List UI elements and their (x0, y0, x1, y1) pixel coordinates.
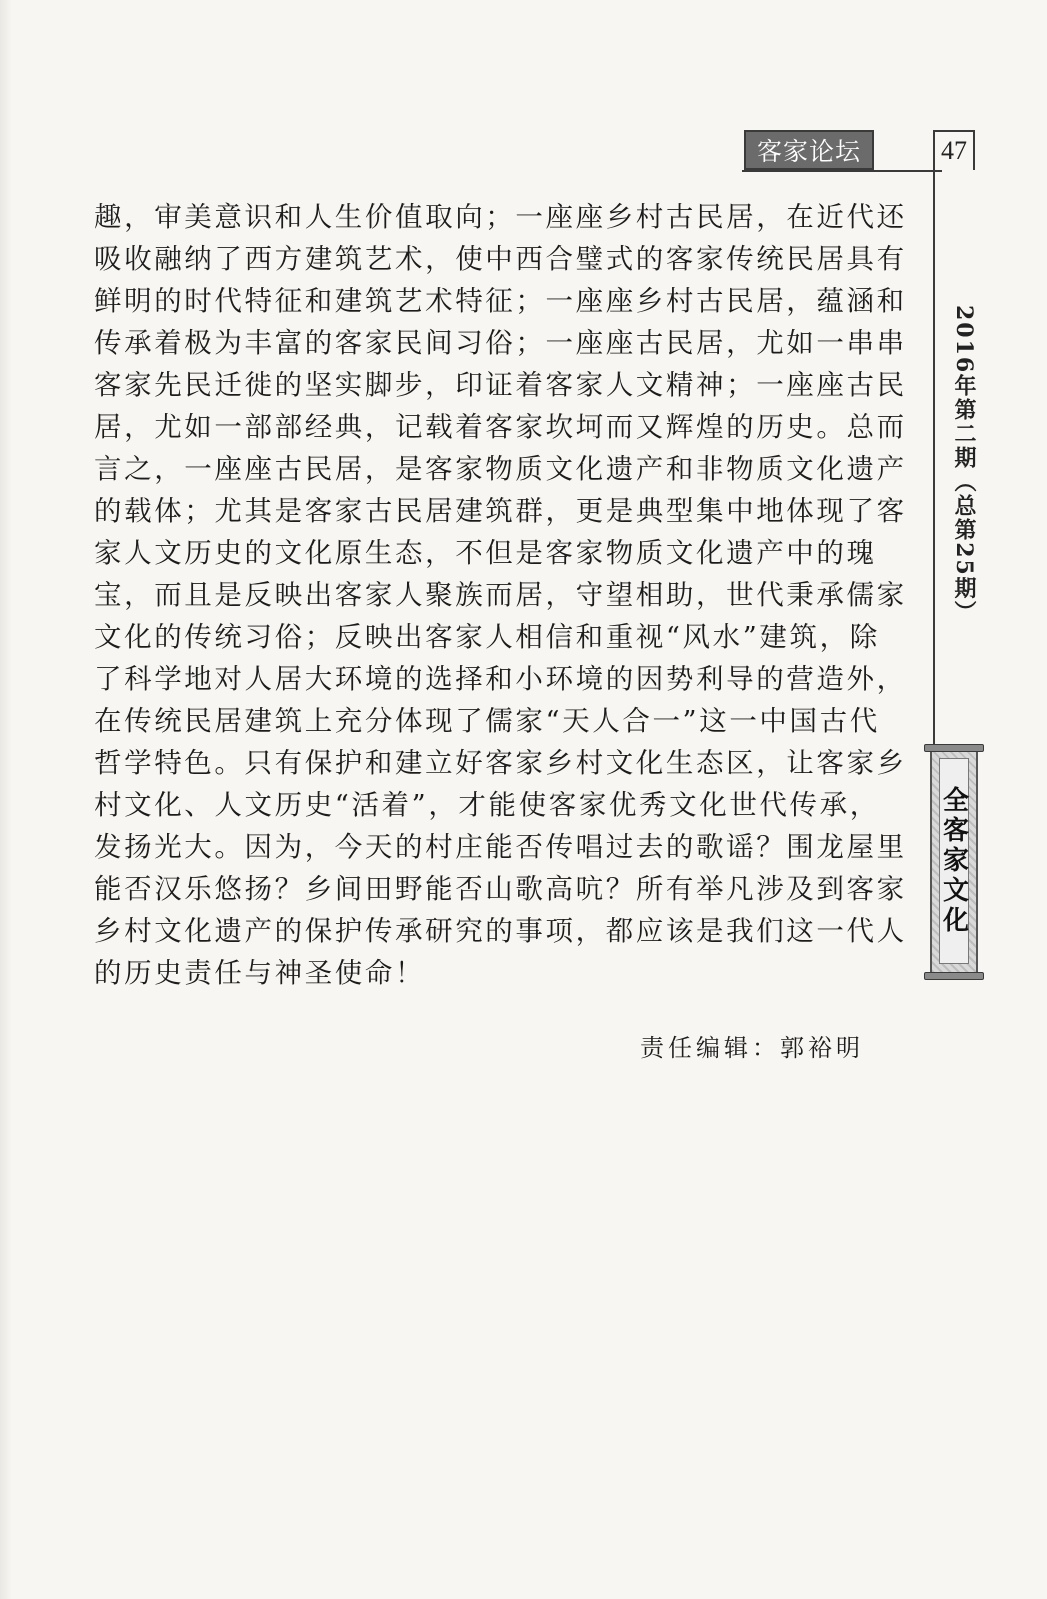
editor-credit: 责任编辑：郭裕明 (640, 1034, 864, 1062)
body-line: 文化的传统习俗；反映出客家人相信和重视“风水”建筑，除 (94, 621, 880, 653)
body-line: 发扬光大。因为，今天的村庄能否传唱过去的歌谣？围龙屋里 (94, 831, 907, 863)
body-line: 能否汉乐悠扬？乡间田野能否山歌高吭？所有举凡涉及到客家 (94, 873, 907, 905)
body-line: 鲜明的时代特征和建筑艺术特征；一座座乡村古民居，蕴涵和 (94, 285, 907, 317)
body-line: 吸收融纳了西方建筑艺术，使中西合璧式的客家传统民居具有 (94, 243, 907, 275)
body-line: 乡村文化遗产的保护传承研究的事项，都应该是我们这一代人 (94, 915, 907, 947)
vertical-rule (933, 170, 935, 750)
body-line: 传承着极为丰富的客家民间习俗；一座座古民居，尤如一串串 (94, 327, 907, 359)
body-line: 宝，而且是反映出客家人聚族而居，守望相助，世代秉承儒家 (94, 579, 907, 611)
scroll-body (930, 752, 978, 972)
body-line: 的载体；尤其是客家古民居建筑群，更是典型集中地体现了客 (94, 495, 907, 527)
scroll-emblem (924, 744, 984, 980)
article-body (94, 196, 907, 994)
body-line: 的历史责任与神圣使命！ (94, 957, 426, 989)
section-title: 客家论坛 (744, 130, 874, 170)
body-line: 村文化、人文历史“活着”，才能使客家优秀文化世代传承， (94, 789, 880, 821)
page-number: 47 (933, 130, 975, 170)
issue-label: 2016年第二期（总第25期） (951, 305, 977, 625)
body-line: 了科学地对人居大环境的选择和小环境的因势利导的营造外， (94, 663, 907, 695)
body-line: 居，尤如一部部经典，记载着客家坎坷而又辉煌的历史。总而 (94, 411, 907, 443)
page-edge (0, 0, 12, 1599)
body-line: 趣，审美意识和人生价值取向；一座座乡村古民居，在近代还 (94, 201, 907, 233)
body-line: 家人文历史的文化原生态，不但是客家物质文化遗产中的瑰 (94, 537, 877, 569)
scroll-cap-bottom (924, 972, 984, 980)
body-line: 在传统民居建筑上充分体现了儒家“天人合一”这一中国古代 (94, 705, 880, 737)
body-line: 言之，一座座古民居，是客家物质文化遗产和非物质文化遗产 (94, 453, 907, 485)
emblem-text: 全客家文化 (939, 758, 969, 964)
body-line: 客家先民迁徙的坚实脚步，印证着客家人文精神；一座座古民 (94, 369, 907, 401)
scroll-cap-top (924, 744, 984, 752)
header-rule (742, 170, 942, 172)
body-line: 哲学特色。只有保护和建立好客家乡村文化生态区，让客家乡 (94, 747, 907, 779)
